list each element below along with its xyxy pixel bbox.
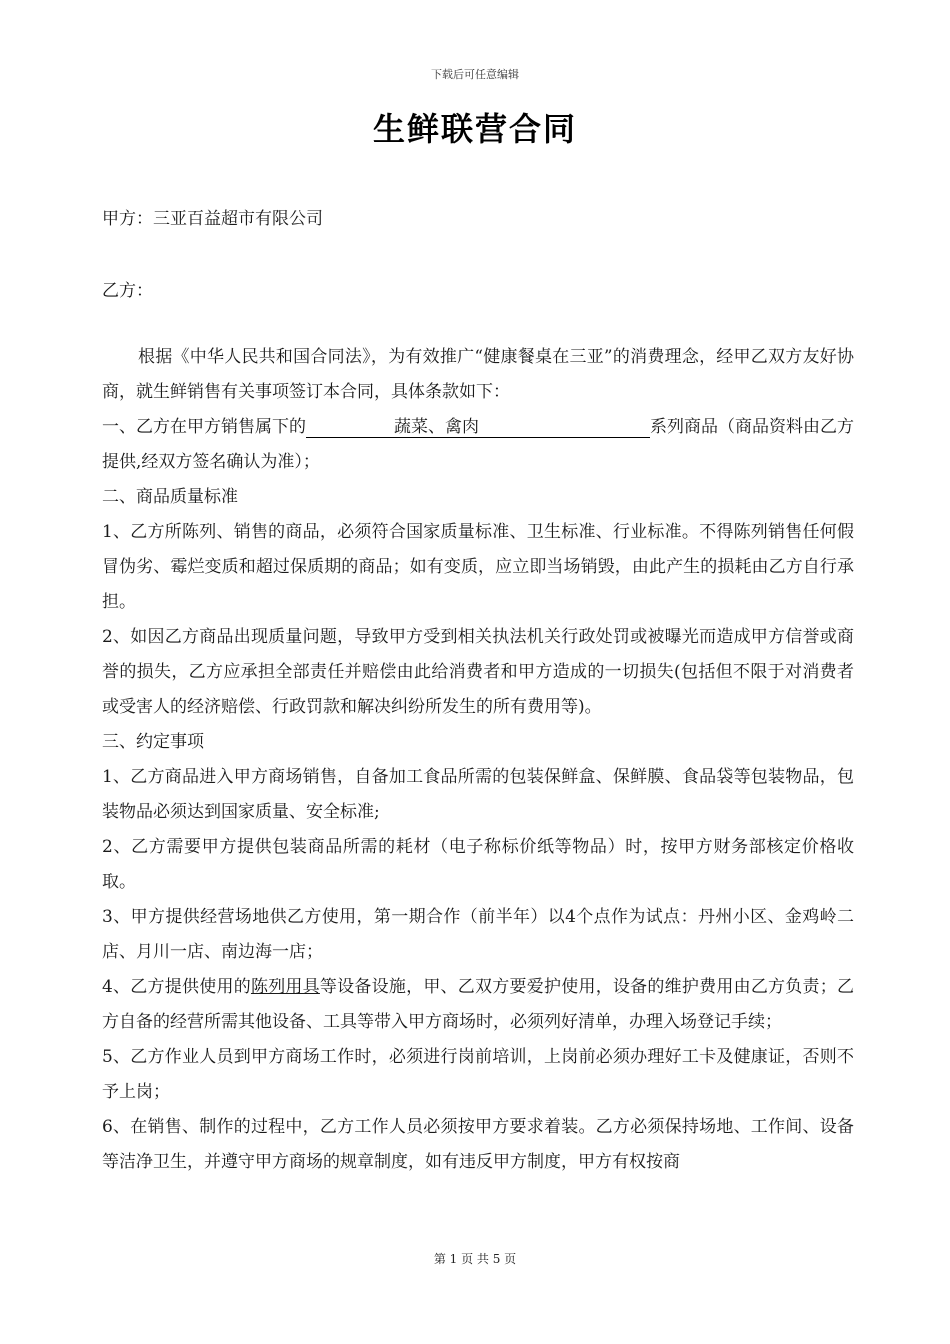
intro-paragraph: 根据《中华人民共和国合同法》，为有效推广“健康餐桌在三亚”的消费理念，经甲乙双方友好协商，就生鲜销售有关事项签订本合同，具体条款如下： — [102, 347, 854, 402]
contract-body — [102, 340, 854, 1180]
section-3-heading: 三、约定事项 — [102, 732, 204, 752]
document-title: 生鲜联营合同 — [372, 110, 577, 148]
section-3-item-3: 3、甲方提供经营场地供乙方使用，第一期合作（前半年）以4个点作为试点：丹州小区、金鸡岭二店、月川一店、南边海一店； — [102, 907, 854, 962]
section-2-heading: 二、商品质量标准 — [102, 487, 238, 507]
page-footer: 第 1 页 共 5 页 — [433, 1252, 517, 1266]
section-2-item-2: 2、如因乙方商品出现质量问题，导致甲方受到相关执法机关行政处罚或被曝光而造成甲方信誉或商誉的损失，乙方应承担全部责任并赔偿由此给消费者和甲方造成的一切损失(包括但不限于对消费者或受害人的经济赔偿、行政罚款和解决纠纷所发生的所有费用等)。 — [102, 627, 854, 717]
item-4-suffix: 等设备设施，甲、乙双方要爱护使用，设备的维护费用由乙方负责；乙方自备的经营所需其他设备、工具等带入甲方商场时，必须列好清单，办理入场登记手续； — [102, 977, 855, 1032]
product-category-blank: 蔬菜、禽肉 — [306, 417, 650, 438]
clause-1 — [102, 410, 854, 480]
clause-1-suffix: 系列商品（商品资料由乙方提供,经双方签名确认为准）； — [102, 417, 854, 472]
party-b-line: 乙方： — [102, 281, 153, 301]
section-3-item-6: 6、在销售、制作的过程中，乙方工作人员必须按甲方要求着装。乙方必须保持场地、工作间、设备等洁净卫生，并遵守甲方商场的规章制度，如有违反甲方制度，甲方有权按商 — [102, 1117, 854, 1172]
display-fixtures-term: 陈列用具 — [250, 977, 320, 997]
clause-1-prefix: 一、乙方在甲方销售属下的 — [102, 417, 306, 437]
header-note: 下载后可任意编辑 — [431, 68, 519, 81]
section-3-item-2: 2、乙方需要甲方提供包装商品所需的耗材（电子称标价纸等物品）时，按甲方财务部核定价格收取。 — [102, 837, 854, 892]
section-3-item-4 — [102, 970, 854, 1040]
section-2-item-1: 1、乙方所陈列、销售的商品，必须符合国家质量标准、卫生标准、行业标准。不得陈列销售任何假冒伪劣、霉烂变质和超过保质期的商品；如有变质，应立即当场销毁，由此产生的损耗由乙方自行承担。 — [102, 522, 854, 612]
item-4-prefix: 4、乙方提供使用的 — [102, 977, 251, 997]
section-3-item-5: 5、乙方作业人员到甲方商场工作时，必须进行岗前培训，上岗前必须办理好工卡及健康证，否则不予上岗； — [102, 1047, 854, 1102]
section-3-item-1: 1、乙方商品进入甲方商场销售，自备加工食品所需的包装保鲜盒、保鲜膜、食品袋等包装物品，包装物品必须达到国家质量、安全标准; — [102, 767, 854, 822]
party-a-line: 甲方：三亚百益超市有限公司 — [102, 209, 323, 229]
